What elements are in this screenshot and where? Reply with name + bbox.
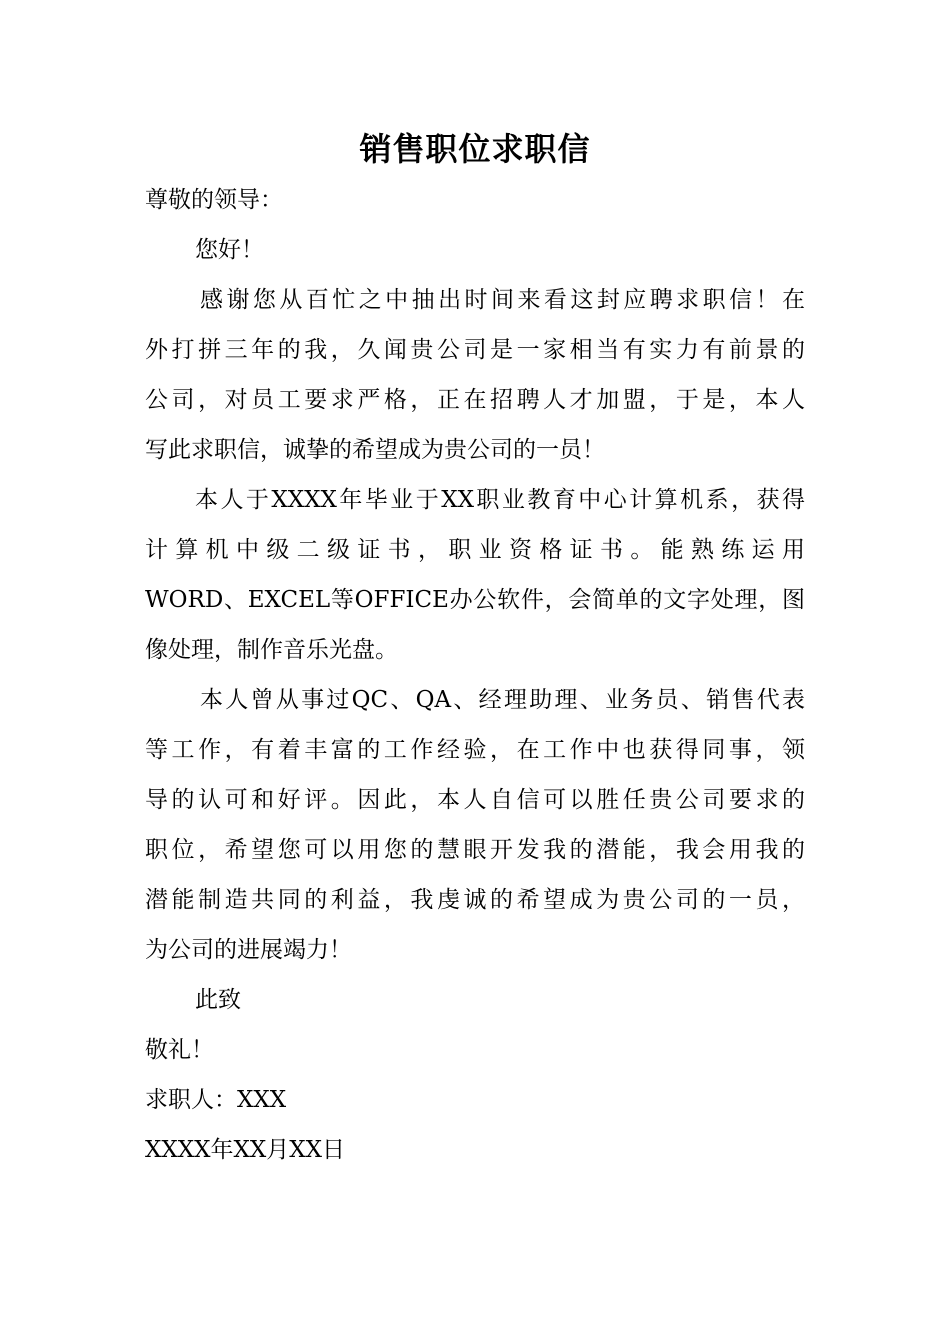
paragraph-line: 潜能制造共同的利益，我虔诚的希望成为贵公司的一员， (145, 887, 805, 913)
paragraph-line: 为公司的进展竭力！ (145, 937, 352, 963)
applicant-signature: 求职人：XXX (145, 1087, 287, 1113)
paragraph-3 (145, 675, 805, 975)
paragraph-line: 公司，对员工要求严格，正在招聘人才加盟，于是，本人 (145, 387, 805, 413)
regards: 敬礼！ (145, 1037, 214, 1063)
paragraph-line: 本人曾从事过QC、QA、经理助理、业务员、销售代表 (200, 687, 805, 713)
paragraph-line: 像处理，制作音乐光盘。 (145, 637, 398, 663)
paragraph-line: 感谢您从百忙之中抽出时间来看这封应聘求职信！在 (200, 287, 805, 313)
paragraph-line: WORD、EXCEL等OFFICE办公软件，会简单的文字处理，图 (145, 587, 805, 613)
paragraph-line: 外打拼三年的我，久闻贵公司是一家相当有实力有前景的 (145, 337, 805, 363)
document-title: 销售职位求职信 (359, 130, 591, 168)
paragraph-line: 计算机中级二级证书，职业资格证书。能熟练运用 (145, 537, 805, 563)
greeting: 您好！ (195, 237, 264, 263)
salutation: 尊敬的领导： (145, 187, 283, 213)
paragraph-line: 写此求职信，诚挚的希望成为贵公司的一员！ (145, 437, 605, 463)
paragraph-1 (145, 275, 805, 475)
paragraph-line: 导的认可和好评。因此，本人自信可以胜任贵公司要求的 (145, 787, 805, 813)
paragraph-2 (145, 475, 805, 675)
closing: 此致 (195, 987, 241, 1013)
letter-date: XXXX年XX月XX日 (145, 1137, 345, 1163)
letter-body (145, 175, 805, 1175)
paragraph-line: 职位，希望您可以用您的慧眼开发我的潜能，我会用我的 (145, 837, 805, 863)
paragraph-line: 本人于XXXX年毕业于XX职业教育中心计算机系，获得 (195, 487, 805, 513)
paragraph-line: 等工作，有着丰富的工作经验，在工作中也获得同事，领 (145, 737, 805, 763)
